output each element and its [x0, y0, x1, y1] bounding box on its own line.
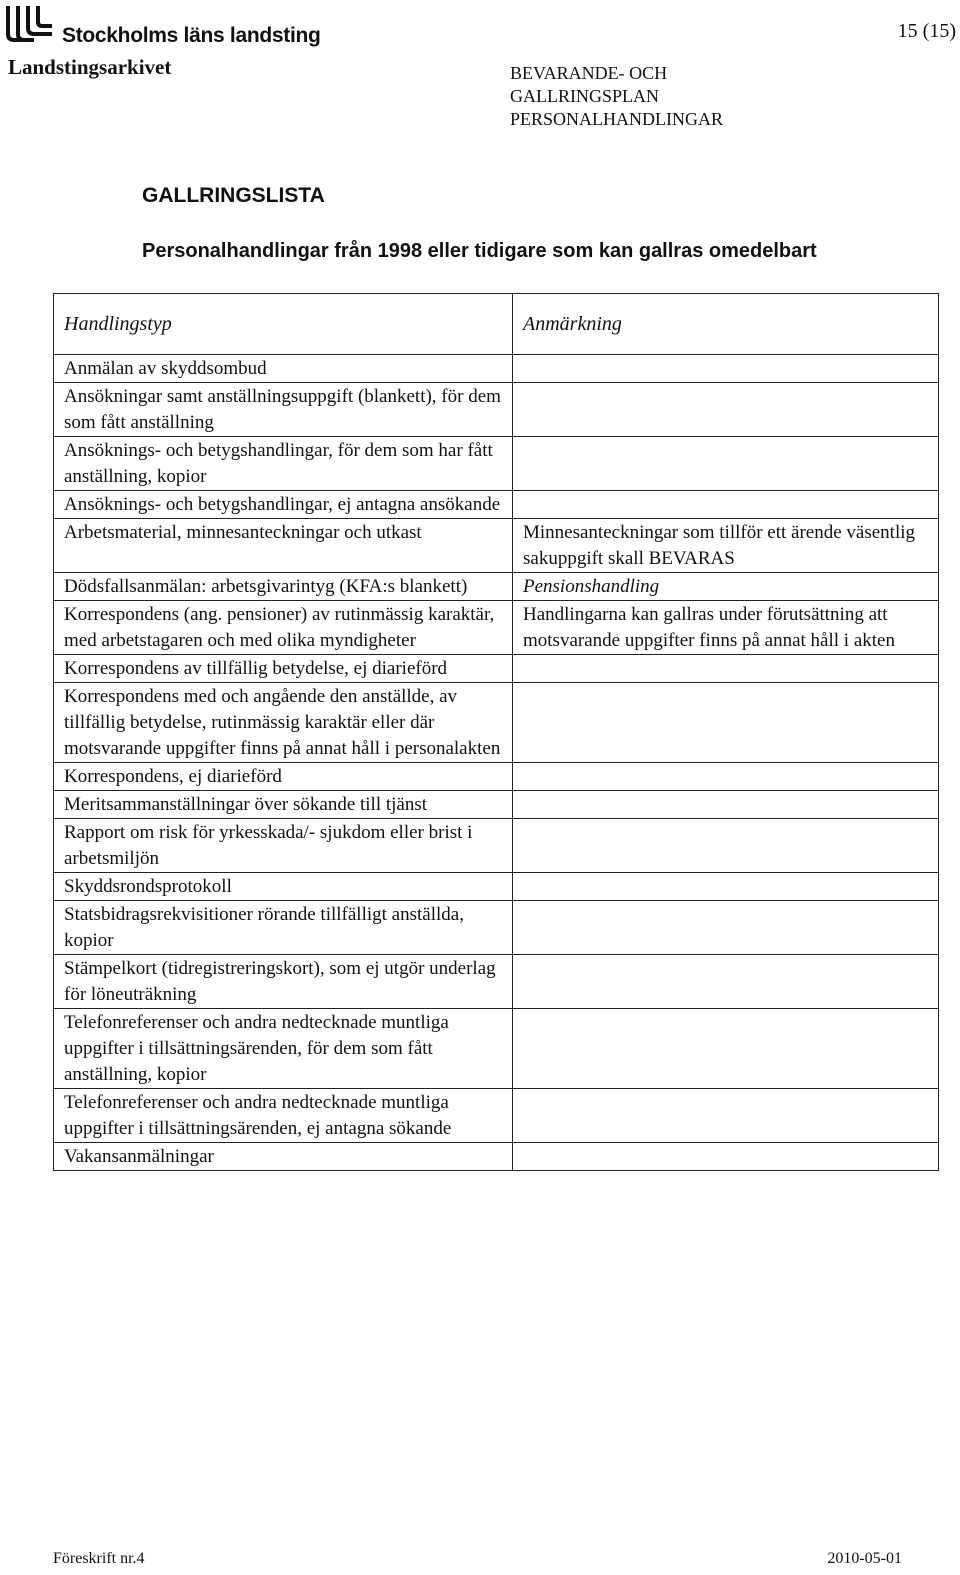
cell-document-type: Dödsfallsanmälan: arbetsgivarintyg (KFA:s blankett) — [54, 573, 513, 601]
cell-document-type: Ansöknings- och betygshandlingar, ej antagna ansökande — [54, 491, 513, 519]
cell-remark — [513, 683, 939, 763]
cell-remark: Minnesanteckningar som tillför ett ärende väsentlig sakuppgift skall BEVARAS — [513, 519, 939, 573]
column-header-document-type: Handlingstyp — [54, 294, 513, 355]
footer-date: 2010-05-01 — [827, 1550, 902, 1567]
table-row — [54, 383, 939, 437]
table-row — [54, 763, 939, 791]
table-row — [54, 437, 939, 491]
table-row — [54, 955, 939, 1009]
cell-document-type: Statsbidragsrekvisitioner rörande tillfälligt anställda, kopior — [54, 901, 513, 955]
table-row — [54, 819, 939, 873]
table-row — [54, 683, 939, 763]
cell-document-type: Vakansanmälningar — [54, 1143, 513, 1171]
cell-document-type: Korrespondens, ej diarieförd — [54, 763, 513, 791]
cell-document-type: Korrespondens med och angående den anställde, av tillfällig betydelse, rutinmässig karaktär eller där motsvarande uppgifter finns på annat håll i personalakten — [54, 683, 513, 763]
archive-name: Landstingsarkivet — [8, 55, 172, 79]
column-header-remark: Anmärkning — [513, 294, 939, 355]
cell-remark — [513, 819, 939, 873]
document-title-line: BEVARANDE- OCH — [510, 63, 668, 83]
cell-document-type: Stämpelkort (tidregistreringskort), som ej utgör underlag för löneuträkning — [54, 955, 513, 1009]
cell-remark: Pensionshandling — [513, 573, 939, 601]
cell-remark — [513, 763, 939, 791]
table-row — [54, 601, 939, 655]
table-header-row — [54, 294, 939, 355]
cell-document-type: Korrespondens av tillfällig betydelse, ej diarieförd — [54, 655, 513, 683]
cell-document-type: Skyddsrondsprotokoll — [54, 873, 513, 901]
cell-document-type: Korrespondens (ang. pensioner) av rutinmässig karaktär, med arbetstagaren och med olika myndigheter — [54, 601, 513, 655]
cell-remark — [513, 955, 939, 1009]
header-logo — [4, 4, 324, 46]
document-title-line: GALLRINGSPLAN — [510, 86, 660, 106]
table-row — [54, 573, 939, 601]
cell-remark — [513, 655, 939, 683]
cell-document-type: Telefonreferenser och andra nedtecknade muntliga uppgifter i tillsättningsärenden, för dem som fått anställning, kopior — [54, 1009, 513, 1089]
cell-remark — [513, 1009, 939, 1089]
table-row — [54, 355, 939, 383]
cell-remark — [513, 437, 939, 491]
table-row — [54, 791, 939, 819]
cell-document-type: Arbetsmaterial, minnesanteckningar och utkast — [54, 519, 513, 573]
page-subtitle: Personalhandlingar från 1998 eller tidigare som kan gallras omedelbart — [142, 240, 817, 262]
document-title — [510, 62, 723, 131]
table-row — [54, 901, 939, 955]
table-row — [54, 491, 939, 519]
footer-regulation: Föreskrift nr.4 — [53, 1550, 145, 1567]
cell-remark — [513, 873, 939, 901]
cell-remark — [513, 791, 939, 819]
table-row — [54, 655, 939, 683]
cell-remark: Handlingarna kan gallras under förutsättning att motsvarande uppgifter finns på annat håll i akten — [513, 601, 939, 655]
cell-document-type: Telefonreferenser och andra nedtecknade muntliga uppgifter i tillsättningsärenden, ej antagna sökande — [54, 1089, 513, 1143]
document-title-line: PERSONALHANDLINGAR — [510, 109, 724, 129]
landsting-logo-icon — [4, 4, 58, 44]
cell-remark — [513, 1143, 939, 1171]
table-row — [54, 1143, 939, 1171]
logo-text: Stockholms läns landsting — [62, 24, 321, 47]
cell-document-type: Rapport om risk för yrkesskada/- sjukdom eller brist i arbetsmiljön — [54, 819, 513, 873]
table-row — [54, 873, 939, 901]
cell-remark — [513, 491, 939, 519]
page-number: 15 (15) — [897, 20, 956, 42]
cell-remark — [513, 1089, 939, 1143]
table-row — [54, 1009, 939, 1089]
table-row — [54, 519, 939, 573]
cell-document-type: Ansökningar samt anställningsuppgift (blankett), för dem som fått anställning — [54, 383, 513, 437]
disposal-table — [53, 293, 939, 1171]
cell-document-type: Meritsammanställningar över sökande till tjänst — [54, 791, 513, 819]
cell-document-type: Anmälan av skyddsombud — [54, 355, 513, 383]
cell-document-type: Ansöknings- och betygshandlingar, för dem som har fått anställning, kopior — [54, 437, 513, 491]
table-row — [54, 1089, 939, 1143]
cell-remark — [513, 355, 939, 383]
page-title: GALLRINGSLISTA — [142, 184, 325, 207]
cell-remark — [513, 383, 939, 437]
cell-remark — [513, 901, 939, 955]
